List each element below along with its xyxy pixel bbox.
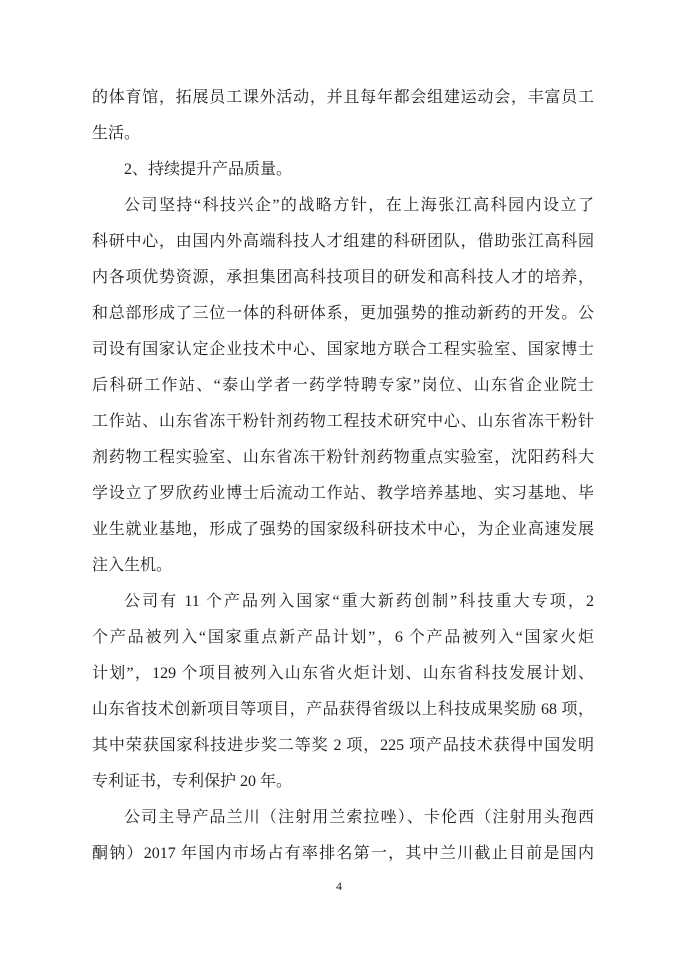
text-line: 学设立了罗欣药业博士后流动工作站、教学培养基地、实习基地、毕	[92, 485, 594, 502]
text-line: 的体育馆，拓展员工课外活动，并且每年都会组建运动会，丰富员工	[92, 89, 594, 106]
text-line: 业生就业基地，形成了强势的国家级科研技术中心，为企业高速发展	[92, 521, 594, 538]
text-line: 工作站、山东省冻干粉针剂药物工程技术研究中心、山东省冻干粉针	[92, 413, 594, 430]
text-line: 生活。	[92, 125, 141, 142]
text-line: 山东省技术创新项目等项目，产品获得省级以上科技成果奖励 68 项，	[92, 701, 594, 718]
document-body	[92, 80, 594, 872]
text-line: 剂药物工程实验室、山东省冻干粉针剂药物重点实验室，沈阳药科大	[92, 449, 594, 466]
text-line: 计划”，129 个项目被列入山东省火炬计划、山东省科技发展计划、	[92, 665, 594, 682]
text-line: 注入生机。	[92, 557, 173, 574]
page-number: 4	[336, 879, 342, 893]
text-line: 专利证书，专利保护 20 年。	[92, 773, 293, 790]
text-line: 内各项优势资源，承担集团高科技项目的研发和高科技人才的培养，	[92, 269, 594, 286]
text-line: 司设有国家认定企业技术中心、国家地方联合工程实验室、国家博士	[92, 341, 594, 358]
text-line: 公司坚持“科技兴企”的战略方针，在上海张江高科园内设立了	[124, 197, 594, 214]
text-line: 2、持续提升产品质量。	[124, 161, 293, 178]
text-line: 公司主导产品兰川（注射用兰索拉唑）、卡伦西（注射用头孢西	[124, 809, 594, 826]
text-line: 科研中心，由国内外高端科技人才组建的科研团队，借助张江高科园	[92, 233, 594, 250]
text-line: 个产品被列入“国家重点新产品计划”，6 个产品被列入“国家火炬	[92, 629, 594, 646]
text-line: 其中荣获国家科技进步奖二等奖 2 项，225 项产品技术获得中国发明	[92, 737, 594, 754]
text-line: 酮钠）2017 年国内市场占有率排名第一，其中兰川截止目前是国内	[92, 845, 594, 862]
text-line: 公司有 11 个产品列入国家“重大新药创制”科技重大专项，2	[124, 593, 594, 610]
text-line: 后科研工作站、“泰山学者一药学特聘专家”岗位、山东省企业院士	[92, 377, 594, 394]
text-line: 和总部形成了三位一体的科研体系，更加强势的推动新药的开发。公	[92, 305, 594, 322]
